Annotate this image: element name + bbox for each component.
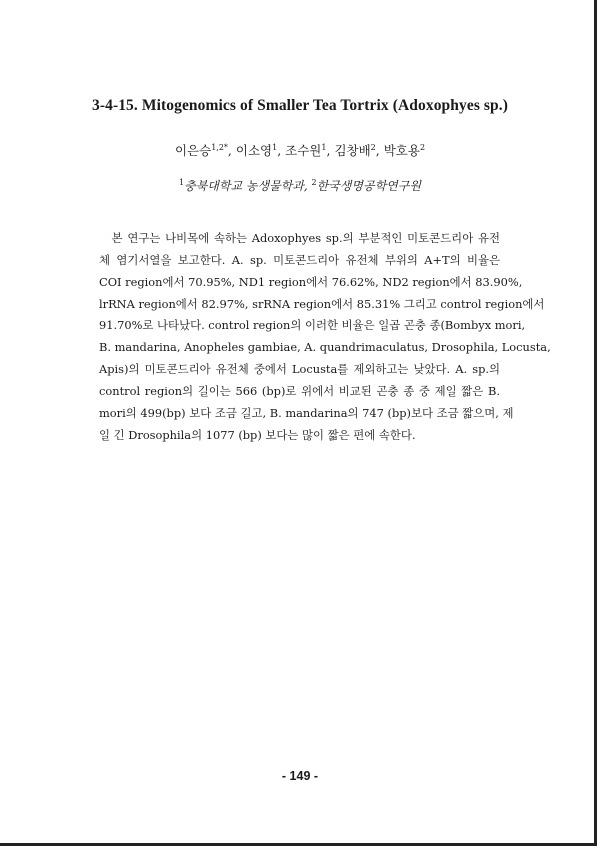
- author-name-text: 박호용: [383, 143, 420, 158]
- author-affiliation-mark: 2: [370, 142, 376, 152]
- affiliation-name: 충북대학교 농생물학과: [184, 179, 304, 193]
- abstract-line: control region의 길이는 566 (bp)로 위에서 비교된 곤충 종 중 제일 짧은 B.: [99, 383, 500, 398]
- author-name-text: 김창배: [334, 143, 371, 158]
- author-name: [175, 143, 228, 158]
- abstract-body: [99, 228, 551, 446]
- author-affiliation-mark: 1: [272, 142, 278, 152]
- author-name-text: 이은승: [174, 143, 212, 158]
- abstract-line: 일 긴 Drosophila의 1077 (bp) 보다는 많이 짧은 편에 속한다.: [99, 427, 416, 442]
- abstract-line: mori의 499(bp) 보다 조금 길고, B. mandarina의 747 (bp)보다 조금 짧으며, 제: [99, 405, 514, 420]
- abstract-line: B. mandarina, Anopheles gambiae, A. quandrimaculatus, Drosophila, Locusta,: [99, 340, 551, 355]
- author-affiliation-mark: 2: [419, 142, 426, 152]
- author-affiliation-mark: 1: [321, 142, 327, 152]
- paper-title: 3-4-15. Mitogenomics of Smaller Tea Tortrix (Adoxophyes sp.): [91, 97, 509, 114]
- abstract-line: 91.70%로 나타났다. control region의 이러한 비율은 일곱 곤충 종(Bombyx mori,: [99, 318, 526, 333]
- author-name: [285, 143, 326, 158]
- abstract-line: 체 염기서열을 보고한다. A. sp. 미토콘드리아 유전체 부위의 A+T의 비율은: [99, 252, 500, 267]
- affiliation-mark: 2: [311, 178, 317, 187]
- abstract-line: 본 연구는 나비목에 속하는 Adoxophyes sp.의 부분적인 미토콘드리아 유전: [99, 231, 500, 245]
- author-name-text: 조수원: [285, 143, 322, 158]
- abstract-line: lrRNA region에서 82.97%, srRNA region에서 85.31% 그리고 control region에서: [99, 296, 545, 311]
- author-name: [236, 143, 277, 158]
- affiliation: [179, 179, 304, 193]
- author-name: [334, 143, 375, 158]
- abstract-line: Apis)의 미토콘드리아 유전체 중에서 Locusta를 제외하고는 낮았다. A. sp.의: [99, 362, 500, 377]
- affiliation: [312, 179, 421, 193]
- author-list: 이은승$^{1,2*}$, 이소영$^1$, 조수원$^1$, 김창배$^2$, 박호용$^2$: [174, 142, 426, 158]
- affiliation-name: 한국생명공학연구원: [316, 179, 421, 193]
- author-affiliation-mark: 1,2*: [211, 142, 228, 152]
- author-name-text: 이소영: [235, 143, 273, 158]
- author-name: [384, 143, 425, 158]
- affiliation-mark: 1: [179, 178, 185, 187]
- abstract-line: COI region에서 70.95%, ND1 region에서 76.62%, ND2 region에서 83.90%,: [99, 274, 523, 289]
- affiliation-list: $^1$충북대학교 농생물학과, $^2$한국생명공학연구원: [179, 178, 421, 193]
- page-number: - 149 -: [281, 769, 319, 783]
